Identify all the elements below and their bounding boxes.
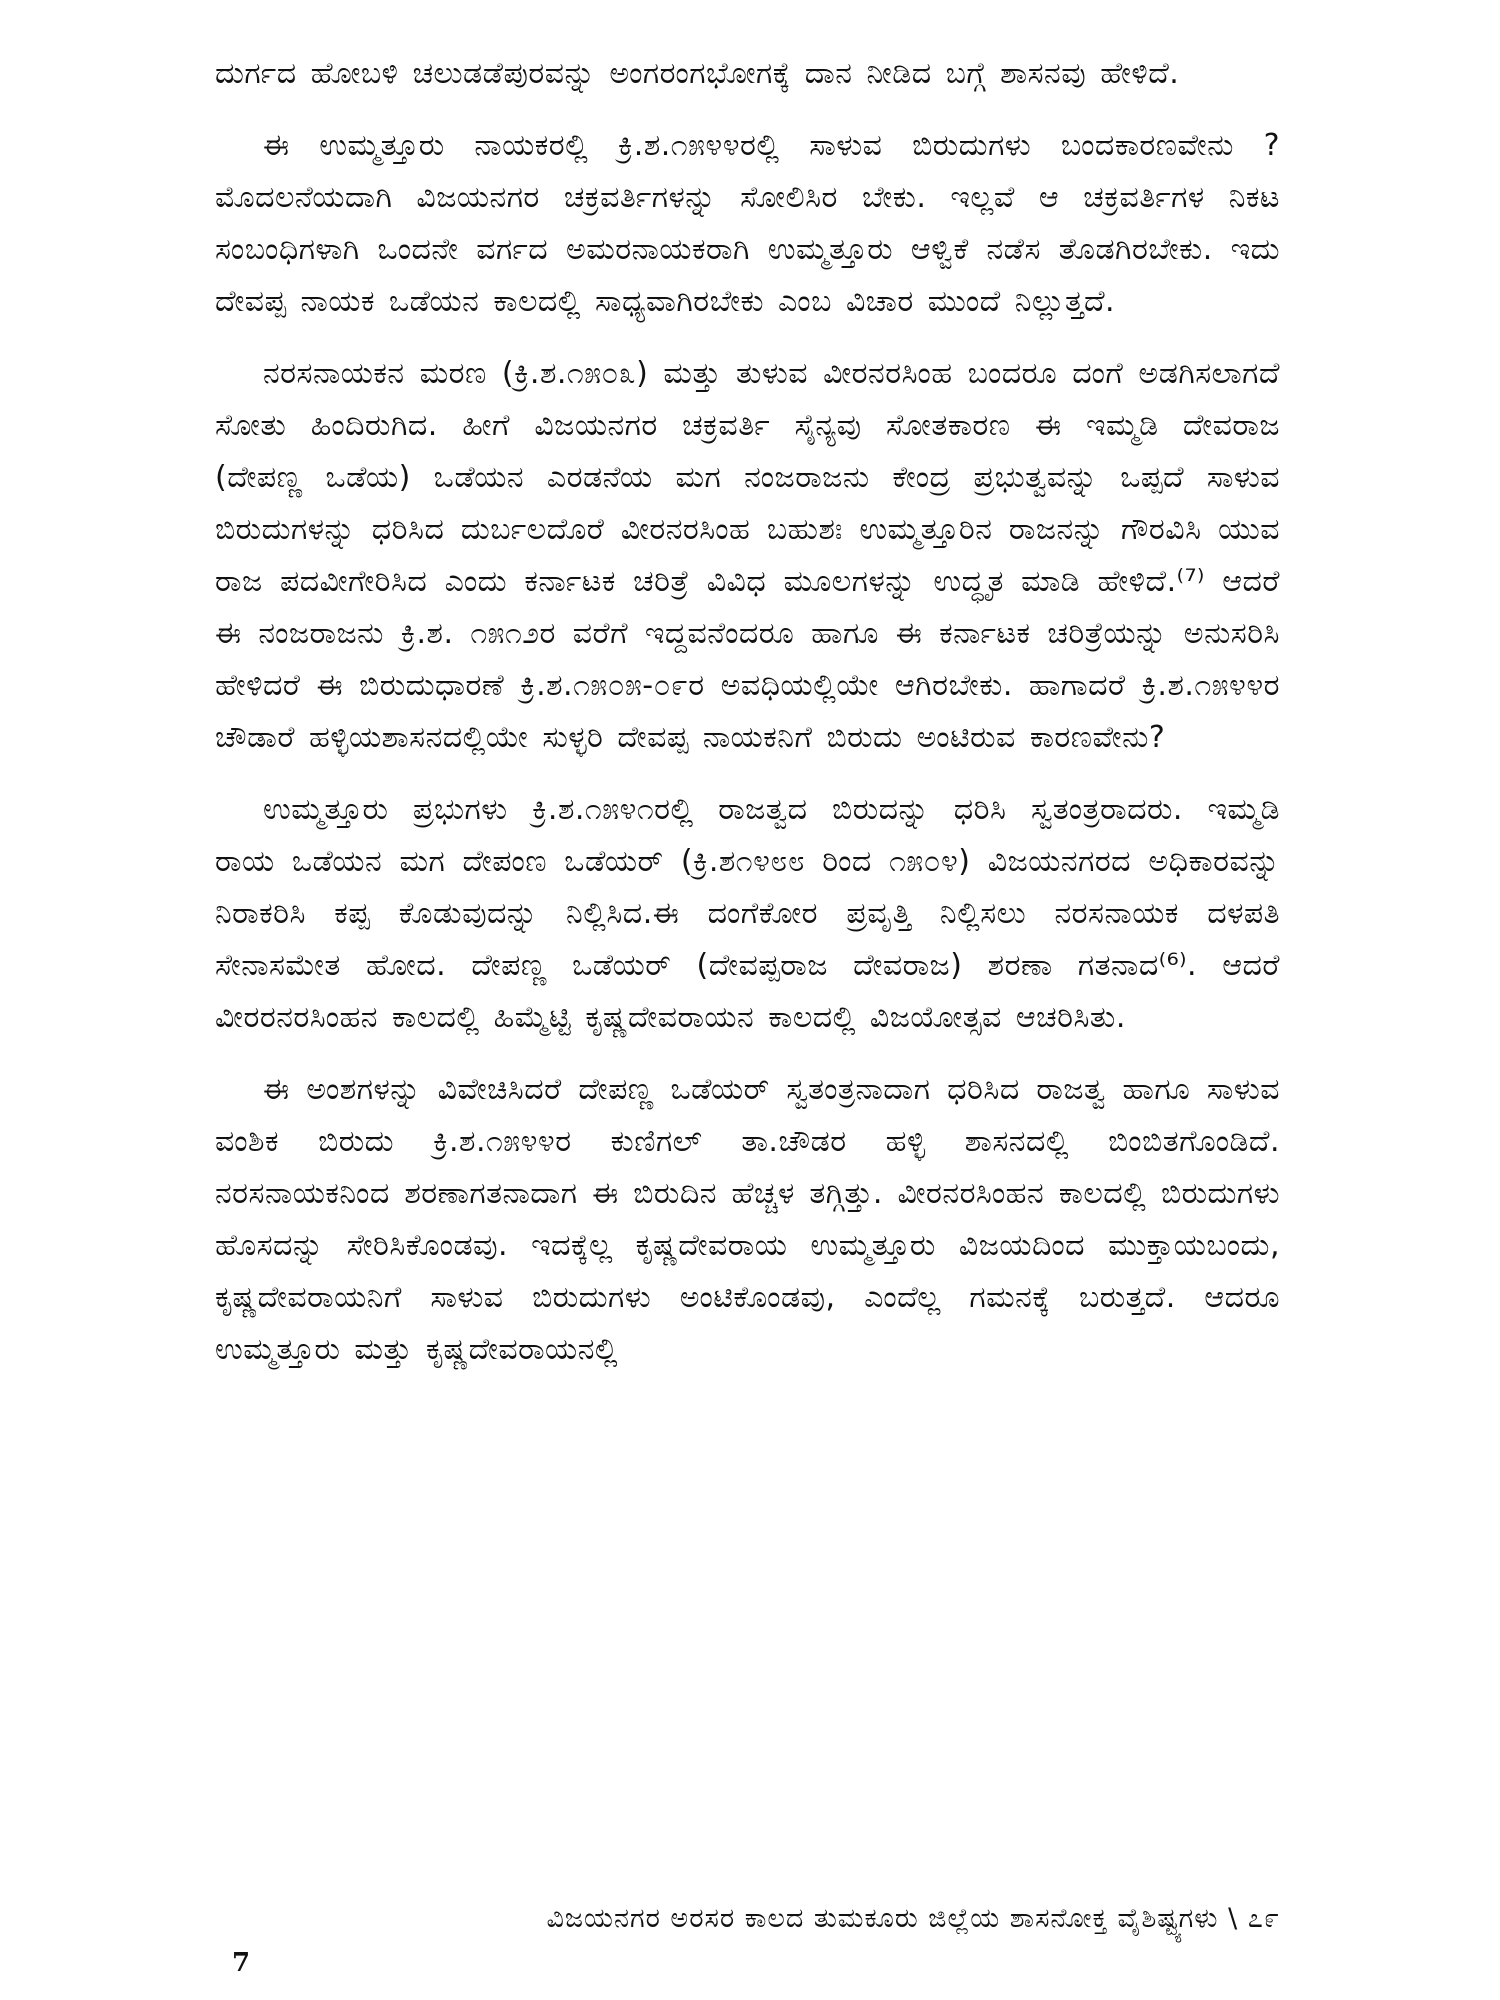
paragraph: ಉಮ್ಮತ್ತೂರು ಪ್ರಭುಗಳು ಕ್ರಿ.ಶ.೧೫೪೧ರಲ್ಲಿ ರಾಜತ್ವದ ಬಿರುದನ್ನು ಧರಿಸಿ ಸ್ವತಂತ್ರರಾದರು. ಇಮ್ಮಡಿ ರಾಯ ಒಡೆಯನ ಮಗ ದೇಪಂಣ ಒಡೆಯರ್ (ಕ್ರಿ.ಶ೧೪೮೮ ರಿಂದ ೧೫೦೪) ವಿಜಯನಗರದ ಅಧಿಕಾರವನ್ನು ನಿರಾಕರಿಸಿ ಕಪ್ಪ ಕೊಡುವುದನ್ನು ನಿಲ್ಲಿಸಿದ.ಈ ದಂಗೆಕೋರ ಪ್ರವೃತ್ತಿ ನಿಲ್ಲಿಸಲು ನರಸನಾಯಕ ದಳಪತಿ ಸೇನಾಸಮೇತ ಹೋದ. ದೇಪಣ್ಣ ಒಡೆಯರ್ (ದೇವಪ್ಪರಾಜ ದೇವರಾಜ) ಶರಣಾ ಗತನಾದ⁽⁶⁾. ಆದರೆ ವೀರರನರಸಿಂಹನ ಕಾಲದಲ್ಲಿ ಹಿಮ್ಮೆಟ್ಟಿ ಕೃಷ್ಣದೇವರಾಯನ ಕಾಲದಲ್ಲಿ ವಿಜಯೋತ್ಸವ ಆಚರಿಸಿತು. bbox=[215, 792, 1280, 1035]
page-number: 7 bbox=[232, 1948, 251, 1978]
body-text bbox=[215, 48, 1280, 1376]
paragraph: ನರಸನಾಯಕನ ಮರಣ (ಕ್ರಿ.ಶ.೧೫೦೩) ಮತ್ತು ತುಳುವ ವೀರನರಸಿಂಹ ಬಂದರೂ ದಂಗೆ ಅಡಗಿಸಲಾಗದೆ ಸೋತು ಹಿಂದಿರುಗಿದ. ಹೀಗೆ ವಿಜಯನಗರ ಚಕ್ರವರ್ತಿ ಸೈನ್ಯವು ಸೋತಕಾರಣ ಈ ಇಮ್ಮಡಿ ದೇವರಾಜ (ದೇಪಣ್ಣ ಒಡೆಯ) ಒಡೆಯನ ಎರಡನೆಯ ಮಗ ನಂಜರಾಜನು ಕೇಂದ್ರ ಪ್ರಭುತ್ವವನ್ನು ಒಪ್ಪದೆ ಸಾಳುವ ಬಿರುದುಗಳನ್ನು ಧರಿಸಿದ ದುರ್ಬಲದೊರೆ ವೀರನರಸಿಂಹ ಬಹುಶಃ ಉಮ್ಮತ್ತೂರಿನ ರಾಜನನ್ನು ಗೌರವಿಸಿ ಯುವ ರಾಜ ಪದವೀಗೇರಿಸಿದ ಎಂದು ಕರ್ನಾಟಕ ಚರಿತ್ರೆ ವಿವಿಧ ಮೂಲಗಳನ್ನು ಉದ್ಧೃತ ಮಾಡಿ ಹೇಳಿದೆ.⁽⁷⁾ ಆದರೆ ಈ ನಂಜರಾಜನು ಕ್ರಿ.ಶ. ೧೫೧೨ರ ವರೆಗೆ ಇದ್ದವನೆಂದರೂ ಹಾಗೂ ಈ ಕರ್ನಾಟಕ ಚರಿತ್ರೆಯನ್ನು ಅನುಸರಿಸಿ ಹೇಳಿದರೆ ಈ ಬಿರುದುಧಾರಣೆ ಕ್ರಿ.ಶ.೧೫೦೫-೦೯ರ ಅವಧಿಯಲ್ಲಿಯೇ ಆಗಿರಬೇಕು. ಹಾಗಾದರೆ ಕ್ರಿ.ಶ.೧೫೪೪ರ ಚೌಡಾರೆ ಹಳ್ಳಿಯಶಾಸನದಲ್ಲಿಯೇ ಸುಳ್ಳರಿ ದೇವಪ್ಪ ನಾಯಕನಿಗೆ ಬಿರುದು ಅಂಟಿರುವ ಕಾರಣವೇನು? bbox=[215, 356, 1280, 755]
paragraph: ಈ ಉಮ್ಮತ್ತೂರು ನಾಯಕರಲ್ಲಿ ಕ್ರಿ.ಶ.೧೫೪೪ರಲ್ಲಿ ಸಾಳುವ ಬಿರುದುಗಳು ಬಂದಕಾರಣವೇನು ? ಮೊದಲನೆಯದಾಗಿ ವಿಜಯನಗರ ಚಕ್ರವರ್ತಿಗಳನ್ನು ಸೋಲಿಸಿರ ಬೇಕು. ಇಲ್ಲವೆ ಆ ಚಕ್ರವರ್ತಿಗಳ ನಿಕಟ ಸಂಬಂಧಿಗಳಾಗಿ ಒಂದನೇ ವರ್ಗದ ಅಮರನಾಯಕರಾಗಿ ಉಮ್ಮತ್ತೂರು ಆಳ್ವಿಕೆ ನಡೆಸ ತೊಡಗಿರಬೇಕು. ಇದು ದೇವಪ್ಪ ನಾಯಕ ಒಡೆಯನ ಕಾಲದಲ್ಲಿ ಸಾಧ್ಯವಾಗಿರಬೇಕು ಎಂಬ ವಿಚಾರ ಮುಂದೆ ನಿಲ್ಲುತ್ತದೆ. bbox=[215, 128, 1280, 319]
paragraph: ಈ ಅಂಶಗಳನ್ನು ವಿವೇಚಿಸಿದರೆ ದೇಪಣ್ಣ ಒಡೆಯರ್ ಸ್ವತಂತ್ರನಾದಾಗ ಧರಿಸಿದ ರಾಜತ್ವ ಹಾಗೂ ಸಾಳುವ ವಂಶಿಕ ಬಿರುದು ಕ್ರಿ.ಶ.೧೫೪೪ರ ಕುಣಿಗಲ್ ತಾ.ಚೌಡರ ಹಳ್ಳಿ ಶಾಸನದಲ್ಲಿ ಬಿಂಬಿತಗೊಂಡಿದೆ. ನರಸನಾಯಕನಿಂದ ಶರಣಾಗತನಾದಾಗ ಈ ಬಿರುದಿನ ಹೆಚ್ಚಳ ತಗ್ಗಿತ್ತು. ವೀರನರಸಿಂಹನ ಕಾಲದಲ್ಲಿ ಬಿರುದುಗಳು ಹೊಸದನ್ನು ಸೇರಿಸಿಕೊಂಡವು. ಇದಕ್ಕೆಲ್ಲ ಕೃಷ್ಣದೇವರಾಯ ಉಮ್ಮತ್ತೂರು ವಿಜಯದಿಂದ ಮುಕ್ತಾಯಬಂದು, ಕೃಷ್ಣದೇವರಾಯನಿಗೆ ಸಾಳುವ ಬಿರುದುಗಳು ಅಂಟಿಕೊಂಡವು, ಎಂದೆಲ್ಲ ಗಮನಕ್ಕೆ ಬರುತ್ತದೆ. ಆದರೂ ಉಮ್ಮತ್ತೂರು ಮತ್ತು ಕೃಷ್ಣದೇವರಾಯನಲ್ಲಿ bbox=[215, 1072, 1280, 1367]
running-footer-title: ವಿಜಯನಗರ ಅರಸರ ಕಾಲದ ತುಮಕೂರು ಜಿಲ್ಲೆಯ ಶಾಸನೋಕ್ತ ವೈಶಿಷ್ಟ್ಯಗಳು \ ೭೯ bbox=[546, 1903, 1280, 1934]
paragraph-continuation: ದುರ್ಗದ ಹೋಬಳಿ ಚಲುಡಡೆಪುರವನ್ನು ಅಂಗರಂಗಭೋಗಕ್ಕೆ ದಾನ ನೀಡಿದ ಬಗ್ಗೆ ಶಾಸನವು ಹೇಳಿದೆ. bbox=[215, 56, 1180, 91]
